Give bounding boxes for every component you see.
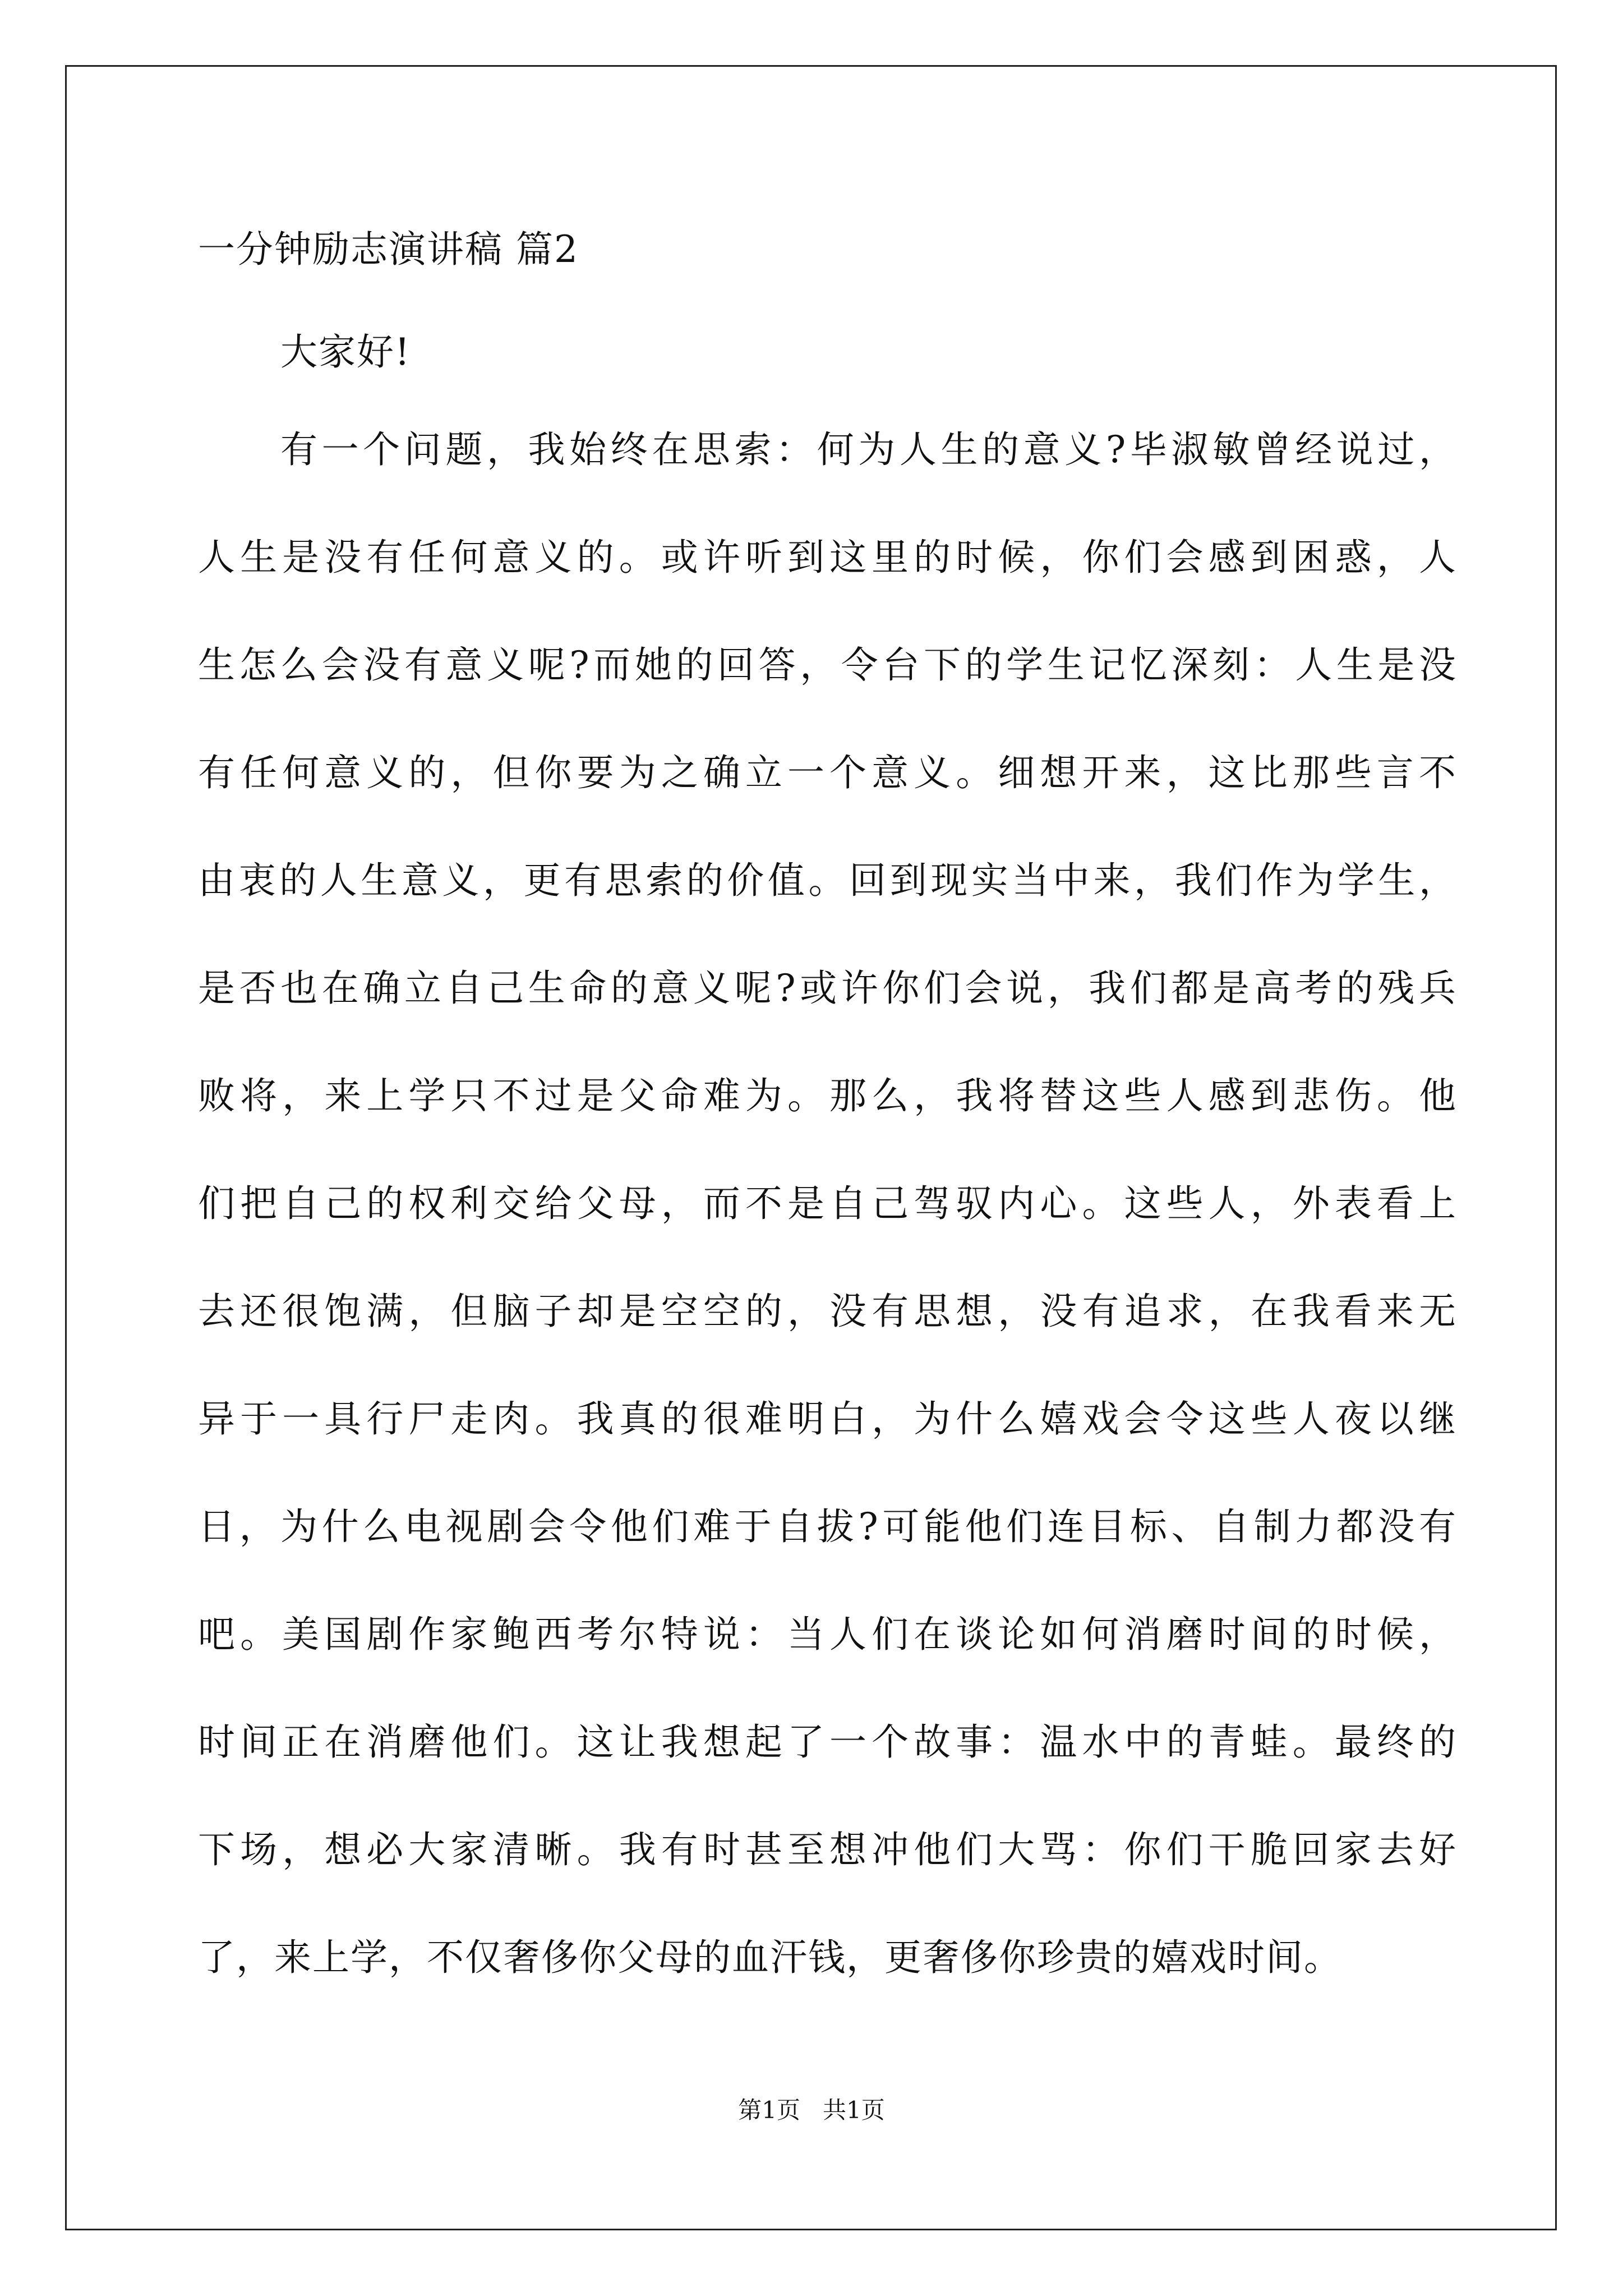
body-line: 下场，想必大家清晰。我有时甚至想冲他们大骂：你们干脆回家去好 — [198, 1828, 1457, 1871]
body-line: 人生是没有任何意义的。或许听到这里的时候，你们会感到困惑，人 — [198, 536, 1457, 579]
body-line: 有任何意义的，但你要为之确立一个意义。细想开来，这比那些言不 — [198, 751, 1457, 794]
body-line: 异于一具行尸走肉。我真的很难明白，为什么嬉戏会令这些人夜以继 — [198, 1397, 1457, 1441]
document-title: 一分钟励志演讲稿 篇2 — [198, 228, 579, 271]
body-paragraph — [198, 422, 1457, 2037]
body-line: 了，来上学，不仅奢侈你父母的血汗钱，更奢侈你珍贵的嬉戏时间。 — [198, 1936, 1342, 1979]
body-line: 吧。美国剧作家鲍西考尔特说：当人们在谈论如何消磨时间的时候， — [198, 1613, 1457, 1656]
body-line: 去还很饱满，但脑子却是空空的，没有思想，没有追求，在我看来无 — [198, 1290, 1457, 1333]
greeting-paragraph: 大家好! — [280, 330, 411, 374]
body-line: 日，为什么电视剧会令他们难于自拔?可能他们连目标、自制力都没有 — [198, 1505, 1457, 1548]
body-line: 时间正在消磨他们。这让我想起了一个故事：温水中的青蛙。最终的 — [198, 1720, 1457, 1764]
body-line: 由衷的人生意义，更有思索的价值。回到现实当中来，我们作为学生， — [198, 859, 1457, 902]
page-footer: 第1页 共1页 — [738, 2096, 885, 2124]
body-line: 生怎么会没有意义呢?而她的回答，令台下的学生记忆深刻：人生是没 — [198, 643, 1457, 687]
body-line: 是否也在确立自己生命的意义呢?或许你们会说，我们都是高考的残兵 — [198, 967, 1457, 1010]
body-line: 们把自己的权利交给父母，而不是自己驾驭内心。这些人，外表看上 — [198, 1182, 1457, 1225]
body-line: 败将，来上学只不过是父命难为。那么，我将替这些人感到悲伤。他 — [198, 1074, 1457, 1117]
body-line: 有一个问题，我始终在思索：何为人生的意义?毕淑敏曾经说过， — [280, 428, 1457, 471]
